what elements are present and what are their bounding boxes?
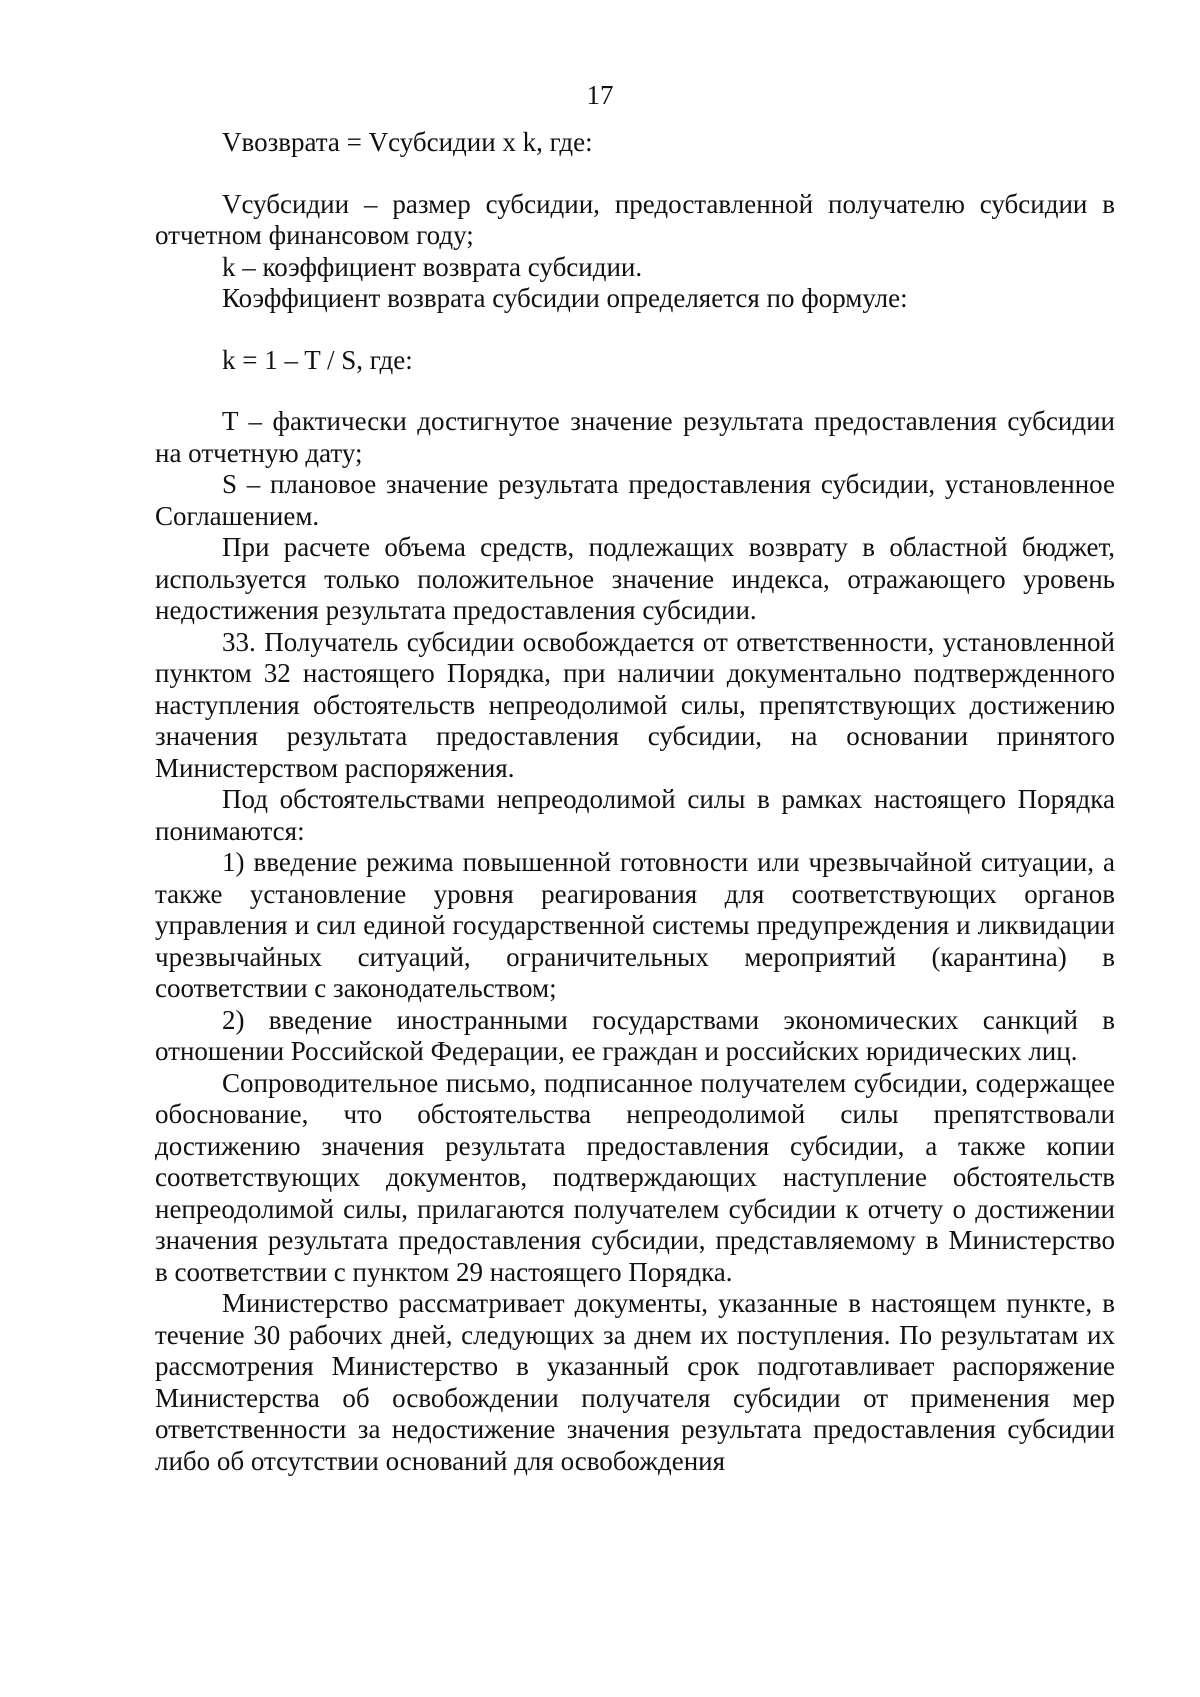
paragraph-cover-letter: Сопроводительное письмо, подписанное получателем субсидии, содержащее обоснование, что обстоятельства непреодолимой силы препятствовали достижению значения результата предоставления субсидии, а также копии соответствующих документов, подтверждающих наступление обстоятельств непреодолимой силы, прилагаются получателем субсидии к отчету о достижении значения результата предоставления субсидии, представляемому в Министерство в соответствии с пунктом 29 настоящего Порядка. bbox=[155, 1067, 1115, 1287]
paragraph-ministry-review: Министерство рассматривает документы, указанные в настоящем пункте, в течение 30 рабочих дней, следующих за днем их поступления. По результатам их рассмотрения Министерство в указанный срок подготавливает распоряжение Министерства об освобождении получателя субсидии от применения мер ответственности за недостижение значения результата предоставления субсидии либо об отсутствии оснований для освобождения bbox=[155, 1288, 1115, 1476]
definition-t: T – фактически достигнутое значение результата предоставления субсидии на отчетную дату; bbox=[155, 406, 1115, 468]
document-body bbox=[155, 127, 1115, 1477]
paragraph-calculation: При расчете объема средств, подлежащих возврату в областной бюджет, используется только положительное значение индекса, отражающего уровень недостижения результата предоставления субсидии. bbox=[155, 532, 1115, 625]
list-item-1: 1) введение режима повышенной готовности или чрезвычайной ситуации, а также установление уровня реагирования для соответствующих органов управления и сил единой государственной системы предупреждения и ликвидации чрезвычайных ситуаций, ограничительных мероприятий (карантина) в соответствии с законодательством; bbox=[155, 847, 1115, 1003]
definition-s: S – плановое значение результата предоставления субсидии, установленное Соглашением. bbox=[155, 469, 1115, 531]
paragraph-33: 33. Получатель субсидии освобождается от ответственности, установленной пунктом 32 настоящего Порядка, при наличии документально подтвержденного наступления обстоятельств непреодолимой силы, препятствующих достижению значения результата предоставления субсидии, на основании принятого Министерством распоряжения. bbox=[155, 626, 1115, 783]
paragraph-force-majeure: Под обстоятельствами непреодолимой силы в рамках настоящего Порядка понимаются: bbox=[155, 784, 1115, 846]
formula-return: Vвозврата = Vсубсидии x k, где: bbox=[222, 127, 593, 157]
coefficient-intro: Коэффициент возврата субсидии определяется по формуле: bbox=[222, 283, 908, 313]
definition-vsubsidy: Vсубсидии – размер субсидии, предоставленной получателю субсидии в отчетном финансовом году; bbox=[155, 188, 1115, 250]
page-number: 17 bbox=[586, 80, 614, 110]
list-item-2: 2) введение иностранными государствами экономических санкций в отношении Российской Федерации, ее граждан и российских юридических лиц. bbox=[155, 1004, 1115, 1066]
definition-k: k – коэффициент возврата субсидии. bbox=[222, 251, 643, 282]
formula-k: k = 1 – T / S, где: bbox=[222, 344, 413, 375]
